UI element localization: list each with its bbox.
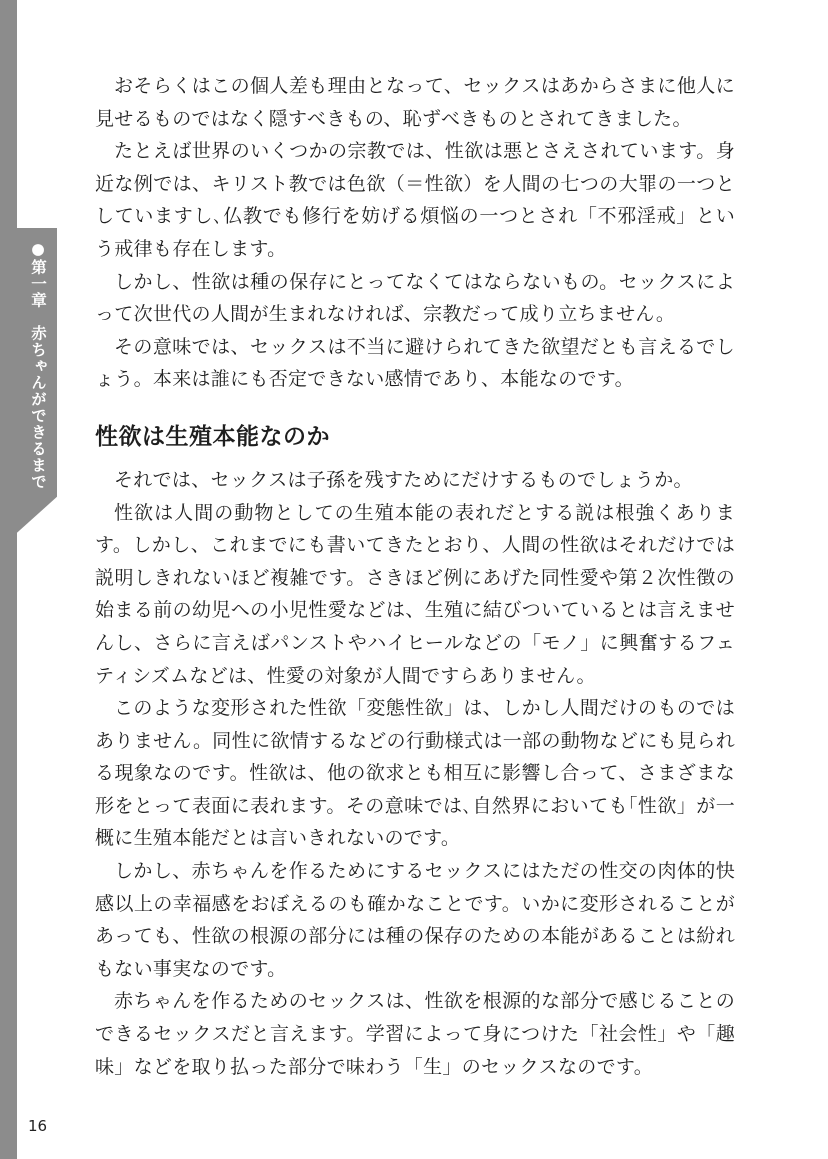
paragraph: それでは、セックスは子孫を残すためにだけするものでしょうか。 — [114, 468, 693, 491]
paragraph: おそらくはこの個人差も理由となって、セックスはあからさまに他人に見せるものではなく隠すべきもの、恥ずべきものとされてきました。 — [95, 75, 735, 130]
page-edge-strip — [0, 0, 17, 1159]
paragraph: しかし、赤ちゃんを作るためにするセックスにはただの性交の肉体的快感以上の幸福感をおぼえるのも確かなことです。いかに変形されることがあっても、性欲の根源の部分には種の保存のための本能があることは紛れもない事実なのです。 — [95, 860, 735, 980]
paragraph: たとえば世界のいくつかの宗教では、性欲は悪とさえされています。身近な例では、キリスト教では色欲（＝性欲）を人間の七つの大罪の一つとしていますし､仏教でも修行を妨げる煩悩の一つとされ「不邪淫戒」という戒律も存在します。 — [95, 140, 735, 260]
paragraph: その意味では、セックスは不当に避けられてきた欲望だとも言えるでしょう。本来は誰にも否定できない感情であり、本能なのです。 — [95, 335, 735, 391]
paragraph: しかし、性欲は種の保存にとってなくてはならないもの。セックスによって次世代の人間が生まれなければ、宗教だって成り立ちません。 — [95, 270, 735, 326]
page-number: 16 — [28, 1117, 48, 1135]
chapter-label: ●第一章 赤ちゃんができるまで — [29, 240, 47, 490]
paragraph: このような変形された性欲「変態性欲」は、しかし人間だけのものではありません。同性に欲情するなどの行動様式は一部の動物などにも見られる現象なのです。性欲は、他の欲求とも相互に影響し合って、さまざまな形をとって表面に表れます。その意味では､自然界においても｢性欲」が一概に生殖本能だとは言いきれないのです。 — [95, 697, 735, 850]
section-heading: 性欲は生殖本能なのか — [95, 423, 330, 450]
paragraph: 性欲は人間の動物としての生殖本能の表れだとする説は根強くあります。しかし、これまでにも書いてきたとおり、人間の性欲はそれだけでは説明しきれないほど複雑です。さきほど例にあげた同性愛や第２次性徴の始まる前の幼児への小児性愛などは、生殖に結びついているとは言えませんし、さらに言えばパンストやハイヒールなどの「モノ」に興奮するフェティシズムなどは、性愛の対象が人間ですらありません。 — [95, 501, 735, 687]
page-body — [95, 70, 735, 1083]
paragraph: 赤ちゃんを作るためのセックスは、性欲を根源的な部分で感じることのできるセックスだと言えます。学習によって身につけた「社会性」や「趣味」などを取り払った部分で味わう「生」のセックスなのです。 — [95, 990, 735, 1078]
